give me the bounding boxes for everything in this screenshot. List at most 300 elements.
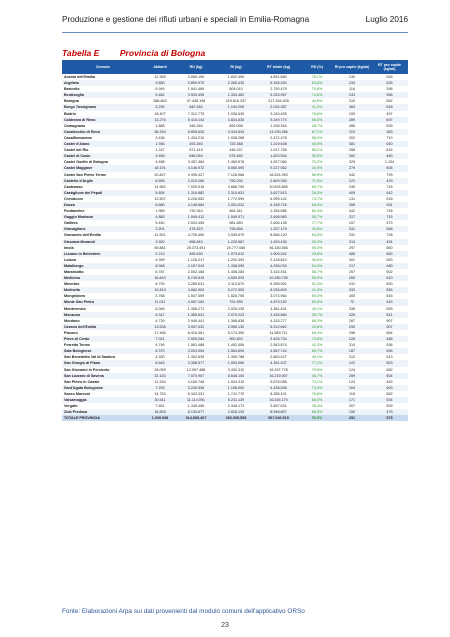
value-cell: 54,9% [301, 263, 333, 269]
value-cell: 12.997.488 [186, 367, 206, 372]
value-cell: 46,6% [311, 257, 323, 262]
value-cell: 1.408.283 [227, 270, 245, 274]
value-cell: 44,9% [311, 99, 323, 104]
value-cell: 329 [348, 160, 356, 165]
value-cell: 76,1% [311, 75, 323, 79]
value-cell: 4.739 [155, 318, 165, 323]
value-cell: 296 [348, 330, 356, 335]
value-cell: 121 [333, 178, 371, 184]
value-cell: 548 [371, 226, 408, 232]
municipality-cell: San Lazzaro di Savena [62, 373, 144, 379]
value-cell: 70,6% [311, 87, 323, 92]
value-cell: 3.113.870 [227, 282, 245, 287]
column-header: RD (%) [301, 60, 333, 74]
value-cell: 32.153 [144, 373, 176, 379]
value-cell: 313 [333, 239, 371, 245]
value-cell: 310 [348, 99, 356, 104]
value-cell: 20.777.065 [226, 245, 246, 250]
value-cell: 39,9% [301, 153, 333, 159]
municipality-cell: Castello d'Argile [62, 178, 144, 184]
value-cell: 13.190.266 [256, 129, 301, 135]
value-cell: 3.289.031 [187, 282, 205, 287]
value-cell: 1.205.363 [270, 123, 287, 128]
value-cell: 835.630 [176, 251, 216, 257]
value-cell: 5.482 [144, 92, 176, 98]
value-cell: 241 [348, 282, 356, 287]
value-cell: 3.381.401 [270, 306, 287, 311]
value-cell: 4.399 [155, 257, 165, 262]
value-cell: 16.345.170 [256, 397, 301, 403]
municipality-cell: Casalfiumanese [64, 135, 93, 140]
value-cell: 11.589.711 [269, 330, 288, 335]
value-cell: 485 [333, 251, 371, 257]
value-cell: 314.805.407 [176, 415, 216, 421]
value-cell: 10.693.805 [269, 184, 288, 189]
value-cell: 70,2% [311, 160, 323, 165]
value-cell: 3.939.670 [227, 233, 245, 238]
value-cell: 642 [371, 190, 408, 196]
value-cell: 46,7% [301, 373, 333, 379]
table-body [62, 74, 408, 421]
value-cell: 1.547.359 [187, 294, 205, 299]
value-cell: 8.666.120 [270, 233, 287, 238]
value-cell: 217 [333, 263, 371, 269]
municipality-cell: TOTALE PROVINCIA [62, 415, 144, 421]
value-cell: 1.492.406 [227, 343, 245, 348]
value-cell: 11.114.091 [176, 397, 216, 403]
value-cell: 105 [348, 111, 356, 116]
value-cell: 8.370 [144, 348, 176, 354]
value-cell: 217.264.535 [268, 99, 289, 104]
value-cell: 541 [371, 312, 408, 318]
municipality-cell: Castenaso [64, 184, 83, 189]
value-cell: 1.038.268 [227, 135, 245, 140]
value-cell: 506 [371, 165, 408, 171]
value-cell: 252.305.508 [216, 415, 256, 421]
value-cell: 2.025.130 [227, 306, 245, 311]
value-cell: 429 [371, 178, 408, 184]
value-cell: 7.128.966 [227, 172, 245, 177]
value-cell: 479 [386, 221, 393, 226]
value-cell: 124 [348, 379, 356, 384]
municipality-cell: Monterenzio [64, 306, 86, 311]
value-cell: 333 [333, 287, 371, 293]
value-cell: 3.405.734 [256, 336, 301, 342]
value-cell: 164 [333, 385, 371, 391]
municipality-cell: Castel Maggiore [62, 165, 144, 171]
value-cell: 6.199.716 [256, 202, 301, 208]
value-cell: 446.337 [229, 148, 243, 153]
value-cell: 500 [386, 282, 393, 287]
value-cell: 269 [333, 275, 371, 281]
municipality-cell: Anzola dell'Emilia [64, 75, 96, 79]
municipality-cell: Castel d'Aiano [62, 141, 144, 147]
value-cell: 6.398.901 [270, 282, 287, 287]
table-label: Tabella E [62, 48, 100, 58]
value-cell: 1.017.756 [270, 148, 287, 153]
value-cell: 4.726.450 [187, 233, 205, 238]
value-cell: 55,0% [311, 245, 323, 250]
municipality-cell: Sasso Marconi [64, 391, 91, 396]
column-header: RT pro capite (kg/ab) [371, 60, 408, 74]
value-cell: 1.194.205 [216, 104, 256, 110]
value-cell: 9.227.562 [256, 165, 301, 171]
municipality-cell: Sant'Agata Bolognese [62, 385, 144, 391]
value-cell: 97.448.198 [186, 99, 206, 104]
value-cell: 2.750.479 [270, 87, 287, 92]
value-cell: 3.308.977 [176, 360, 216, 366]
value-cell: 3.920 [144, 239, 176, 245]
value-cell: 4.148.684 [176, 202, 216, 208]
value-cell: 3.457.484 [187, 160, 205, 165]
value-cell: 840.182 [176, 104, 216, 110]
value-cell: 1.936.630 [227, 111, 245, 116]
municipality-cell: Baricella [64, 87, 80, 92]
municipality-cell: Pieve di Cento [62, 336, 144, 342]
value-cell: 2.024.455 [187, 221, 205, 226]
value-cell: 582 [386, 367, 393, 372]
value-cell: 287 [348, 318, 356, 323]
value-cell: 41,3% [301, 104, 333, 110]
value-cell: 396 [386, 87, 393, 92]
value-cell: 7.021 [144, 336, 176, 342]
waste-data-table [62, 60, 408, 421]
municipality-cell: Castiglione dei Pepoli [62, 190, 144, 196]
value-cell: 7.570.907 [176, 373, 216, 379]
value-cell: 3.768 [155, 294, 165, 299]
value-cell: 975.450 [216, 153, 256, 159]
value-cell: 3.410.451 [270, 270, 287, 274]
value-cell: 18.828 [144, 409, 176, 415]
value-cell: 2.157.943 [176, 263, 216, 269]
value-cell: 9.395.427 [187, 172, 205, 177]
value-cell: 7.293 [144, 385, 176, 391]
value-cell: 1.005.008 [144, 415, 176, 421]
value-cell: 8.543 [144, 360, 176, 366]
value-cell: 58,0% [311, 135, 323, 140]
value-cell: 119.816.337 [225, 99, 247, 104]
value-cell: 12.264 [154, 379, 166, 384]
value-cell: 8.648.100 [216, 373, 256, 379]
value-cell: 816 [386, 294, 393, 299]
value-cell: 73,1% [311, 379, 323, 384]
value-cell: 610 [371, 275, 408, 281]
value-cell: 3.697.631 [270, 404, 287, 409]
value-cell: 1.772.590 [227, 196, 245, 201]
municipality-cell: Calderara di Reno [62, 117, 144, 123]
value-cell: 1.941.469 [187, 87, 205, 92]
value-cell: 3.400.310 [227, 367, 245, 372]
value-cell: 43,8% [301, 324, 333, 330]
value-cell: 907 [386, 318, 393, 323]
value-cell: 2.818.130 [216, 409, 256, 415]
value-cell: 1.316.882 [176, 190, 216, 196]
value-cell: 478.523 [176, 226, 216, 232]
value-cell: 1.564.690 [216, 348, 256, 354]
value-cell: 4.361.437 [256, 360, 301, 366]
value-cell: 648.054 [176, 153, 216, 159]
value-cell: 509 [386, 404, 393, 409]
value-cell: 171 [333, 397, 371, 403]
value-cell: 1.885 [155, 123, 165, 128]
value-cell: 409 [333, 190, 371, 196]
value-cell: 128 [333, 336, 371, 342]
value-cell: 491 [371, 239, 408, 245]
value-cell: 4.879.152 [256, 299, 301, 305]
municipality-cell: Castel Guelfo di Bologna [64, 160, 108, 165]
municipality-cell: Ozzano dell'Emilia [62, 324, 144, 330]
value-cell: 639 [386, 123, 393, 128]
value-cell: 790.230 [216, 178, 256, 184]
value-cell: 559 [386, 306, 393, 311]
column-header: RT totale (kg) [256, 60, 301, 74]
value-cell: 5.226.552 [187, 196, 205, 201]
value-cell: 66,9% [301, 202, 333, 208]
value-cell: 63,6% [301, 80, 333, 86]
value-cell: 4.530.920 [216, 275, 256, 281]
value-cell: 68,0% [301, 397, 333, 403]
value-cell: 18.191 [144, 165, 176, 171]
value-cell: 317 [333, 214, 371, 220]
value-cell: 4.296.033 [256, 263, 301, 269]
value-cell: 342 [348, 209, 356, 214]
municipality-cell: San Giorgio di Piano [62, 360, 144, 366]
value-cell: 6.680 [144, 202, 176, 208]
table-caption [62, 48, 205, 58]
value-cell: 73,0% [301, 385, 333, 391]
value-cell: 8.855.626 [176, 129, 216, 135]
value-cell: 11.011 [144, 299, 176, 305]
value-cell: 234 [333, 80, 371, 86]
municipality-cell: San Giovanni in Persiceto [64, 367, 110, 372]
municipality-cell: Castel di Casio [62, 153, 144, 159]
value-cell: 290 [333, 324, 371, 330]
value-cell: 1.909.242 [256, 251, 301, 257]
value-cell: 2.002.168 [187, 270, 205, 274]
value-cell: 581.680 [229, 221, 243, 226]
value-cell: 1.366.836 [227, 318, 245, 323]
value-cell: 30.611 [144, 397, 176, 403]
value-cell: 40,1% [311, 306, 323, 311]
value-cell: 2.505.284 [176, 336, 216, 342]
value-cell: 15.813 [144, 287, 176, 293]
value-cell: 43,8% [301, 251, 333, 257]
value-cell: 475 [371, 409, 408, 415]
value-cell: 728 [386, 233, 393, 238]
value-cell: 243 [333, 92, 371, 98]
value-cell: 1.434.210 [187, 135, 205, 140]
value-cell: 77,7% [311, 221, 323, 226]
value-cell: 3.435.864 [256, 312, 301, 318]
value-cell: 342 [348, 172, 356, 177]
value-cell: 83,8% [301, 299, 333, 305]
value-cell: 8.793 [155, 282, 165, 287]
value-cell: 469 [371, 153, 408, 159]
value-cell: 536 [386, 343, 393, 348]
value-cell: 28.059 [154, 367, 166, 372]
value-cell: 302 [348, 135, 356, 140]
value-cell: 2.034.387 [256, 104, 301, 110]
value-cell: 1.949.412 [176, 214, 216, 220]
value-cell: 1.219.548 [256, 141, 301, 147]
value-cell: 3.436 [155, 135, 165, 140]
value-cell: 130 [348, 75, 356, 79]
value-cell: 1.247 [155, 148, 165, 153]
value-cell: 71,9% [301, 178, 333, 184]
value-cell: 51,3% [311, 282, 323, 287]
value-cell: 405 [348, 294, 356, 299]
municipality-cell: Marzabotto [64, 270, 84, 274]
value-cell: 503 [371, 360, 408, 366]
value-cell: 5.272.900 [216, 287, 256, 293]
value-cell: 3.073.964 [270, 294, 287, 299]
value-cell: 613 [386, 355, 393, 360]
value-cell: 74,7% [311, 196, 323, 201]
value-cell: 1.126.217 [187, 257, 205, 262]
value-cell: 3.627.513 [256, 190, 301, 196]
value-cell: 1.623.504 [256, 153, 301, 159]
value-cell: 289 [333, 117, 371, 123]
value-cell: 1.741.770 [227, 391, 245, 396]
value-cell: 626 [371, 80, 408, 86]
value-cell: 664.341 [229, 209, 243, 214]
value-cell: 2.809.390 [256, 178, 301, 184]
value-cell: 563 [386, 257, 393, 262]
value-cell: 1.061.468 [187, 343, 205, 348]
value-cell: 76,6% [311, 391, 323, 396]
value-cell: 20.827 [154, 172, 166, 177]
value-cell: 1.292.393 [227, 257, 245, 262]
value-cell: 497 [386, 111, 393, 116]
value-cell: 502 [386, 270, 393, 274]
value-cell: 4.315.277 [270, 318, 287, 323]
municipality-cell: Porretta Terme [64, 343, 90, 348]
value-cell: 4.567.744 [256, 348, 301, 354]
value-cell: 358 [348, 148, 356, 153]
value-cell: 6.415.361 [187, 330, 205, 335]
value-cell: 640 [371, 141, 408, 147]
value-cell: 793 [386, 172, 393, 177]
value-cell: 13.276 [144, 117, 176, 123]
value-cell: 2.305.430 [216, 80, 256, 86]
municipality-cell: Molinella [62, 287, 144, 293]
value-cell: 575 [371, 415, 408, 421]
value-cell: 307 [348, 404, 356, 409]
value-cell: 900.450 [216, 336, 256, 342]
municipality-cell: Camugnano [64, 123, 86, 128]
value-cell: 5.253.957 [256, 92, 301, 98]
value-cell: 363 [371, 129, 408, 135]
value-cell: 3.957.532 [176, 324, 216, 330]
value-cell: 56,1% [311, 148, 323, 153]
value-cell: 301 [348, 257, 356, 262]
value-cell: 16.219.007 [256, 373, 301, 379]
value-cell: 493.260 [176, 141, 216, 147]
value-cell: 2.472.478 [270, 135, 287, 140]
value-cell: 50,3% [311, 294, 323, 299]
value-cell: 9.249.774 [256, 117, 301, 123]
value-cell: 78,6% [311, 111, 323, 116]
value-cell: 3.498.983 [256, 214, 301, 220]
municipality-cell: Dozza [62, 202, 144, 208]
value-cell: 567.040.915 [256, 415, 301, 421]
municipality-cell: Monzuno [62, 312, 144, 318]
value-cell: 28,7% [311, 123, 323, 128]
value-cell: 664 [386, 330, 393, 335]
value-cell: 11.901 [154, 233, 166, 238]
value-cell: 1.350.788 [227, 355, 245, 360]
value-cell: 8.285.101 [270, 391, 287, 396]
value-cell: 122 [333, 360, 371, 366]
value-cell: 9.249.405 [270, 111, 287, 116]
value-cell: 65,7% [301, 348, 333, 354]
value-cell: 2.213 [144, 251, 176, 257]
value-cell: 725.388 [216, 141, 256, 147]
value-cell: 5.174.350 [227, 330, 245, 335]
value-cell: 124 [348, 367, 356, 372]
value-cell: 131 [348, 196, 356, 201]
municipality-cell: Sala Bolognese [62, 348, 144, 354]
column-header: Comune [62, 60, 144, 74]
value-cell: 1.394.685 [270, 209, 287, 214]
running-header [62, 14, 408, 33]
value-cell: 6.949 [155, 87, 165, 92]
value-cell: 546 [371, 348, 408, 354]
value-cell: 6.347 [144, 312, 176, 318]
value-cell: 697 [371, 117, 408, 123]
value-cell: 2.606.135 [270, 221, 287, 226]
report-date: Luglio 2016 [365, 15, 408, 24]
value-cell: 562 [386, 99, 393, 104]
page-number: 23 [221, 622, 229, 629]
value-cell: 4.150.748 [187, 379, 205, 384]
value-cell: 187 [333, 348, 371, 354]
value-cell: 609 [371, 385, 408, 391]
value-cell: 269 [333, 373, 371, 379]
value-cell: 2.949.441 [187, 318, 205, 323]
value-cell: 55,5% [301, 415, 333, 421]
value-cell: 46.150.556 [269, 245, 288, 250]
value-cell: 5.749.819 [176, 275, 216, 281]
value-cell: 5.654 [144, 190, 176, 196]
value-cell: 54,5% [311, 233, 323, 238]
value-cell: 68,5% [301, 409, 333, 415]
municipality-cell: Pianoro [64, 330, 78, 335]
municipality-cell: Valsamoggia [62, 397, 144, 403]
municipality-cell: Fontanelice [64, 209, 85, 214]
value-cell: 73,6% [301, 336, 333, 342]
municipality-cell: Zola Predosa [62, 409, 144, 415]
municipality-cell: Minerbio [64, 282, 80, 287]
value-cell: 326 [333, 312, 371, 318]
municipality-cell: San Pietro in Casale [64, 379, 100, 384]
column-header: Abitanti [144, 60, 176, 74]
value-cell: 386.663 [153, 99, 167, 104]
value-cell: 2.051.032 [216, 202, 256, 208]
municipality-cell: Malalbergo [62, 263, 144, 269]
municipality-cell: Monghidoro [64, 294, 86, 299]
value-cell: 3.662.903 [176, 287, 216, 293]
municipality-cell: Granaglione [62, 226, 144, 232]
municipality-cell: Budrio [64, 111, 76, 116]
value-cell: 346.265 [189, 123, 203, 128]
value-cell: 77,1% [301, 360, 333, 366]
value-cell: 4.087.162 [176, 299, 216, 305]
value-cell: 1.226.587 [216, 239, 256, 245]
value-cell: 1.073.612 [216, 251, 256, 257]
value-cell: 207 [348, 270, 356, 274]
value-cell: 5.440 [155, 221, 165, 226]
